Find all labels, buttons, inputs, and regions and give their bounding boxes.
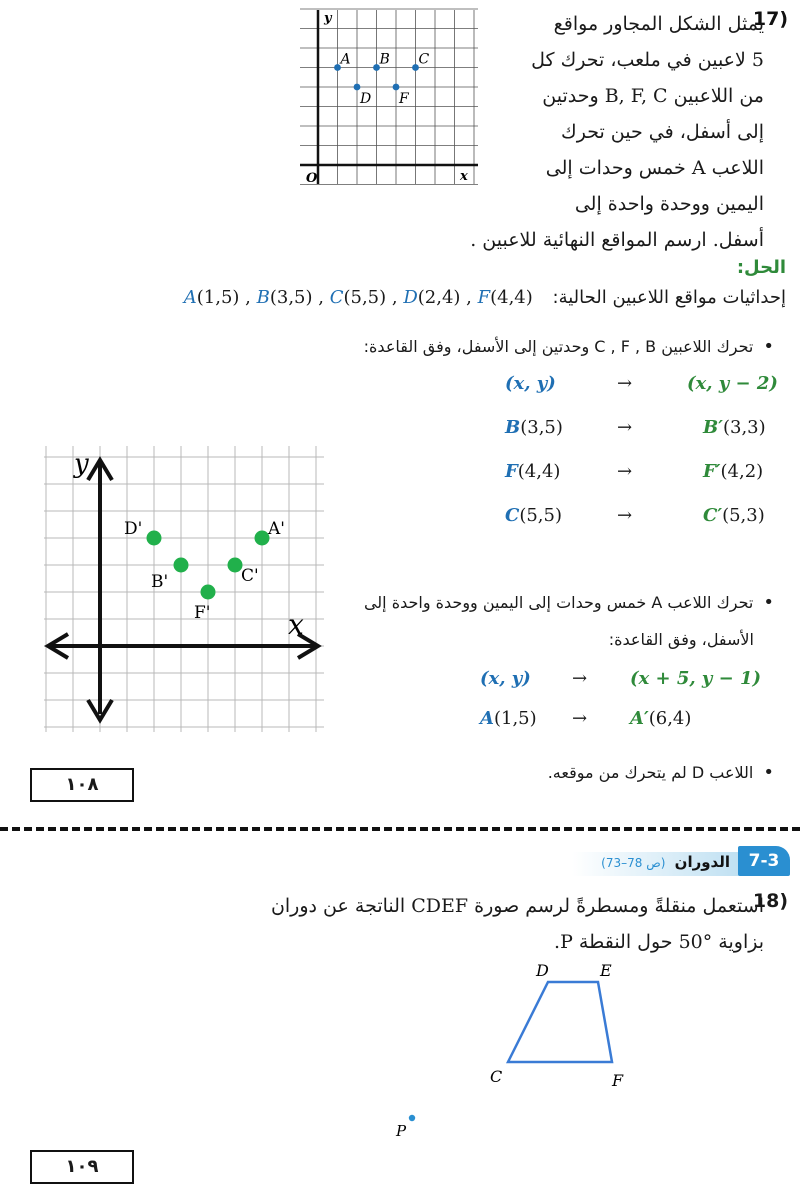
vertex-label-f: F xyxy=(612,1071,624,1090)
rule-1-table xyxy=(505,373,795,563)
rule-right: (x + 5, y − 1) xyxy=(630,668,762,689)
page-number: ١٠٨ xyxy=(30,768,134,802)
bullet-2-continued: الأسفل، وفق القاعدة: xyxy=(608,630,754,649)
point-label: C xyxy=(418,51,430,68)
lesson-title-text: الدوران xyxy=(674,853,730,871)
point-label: B xyxy=(379,51,390,68)
vertex-label-e: E xyxy=(600,961,612,980)
point-coord: (3,5) xyxy=(520,417,563,438)
point-label: F xyxy=(399,91,409,107)
point-name: A′ xyxy=(630,708,649,729)
trapezoid-figure xyxy=(470,960,650,1180)
rule-right: (x, y − 2) xyxy=(687,373,778,394)
point-coord: (4,2) xyxy=(720,461,764,482)
bullet-1: • تحرك اللاعبين C , F , B وحدتين إلى الأسفل، وفق القاعدة: xyxy=(364,336,774,357)
point-name: A xyxy=(480,708,494,729)
bullet-3: • اللاعب D لم يتحرك من موقعه. xyxy=(548,762,774,783)
point-f-prime xyxy=(201,585,216,600)
problem-17-line: أسفل. ارسم المواقع النهائية للاعبين . xyxy=(470,229,764,251)
vertex-label-d: D xyxy=(536,961,549,980)
x-axis-label: x xyxy=(288,608,304,641)
point-d-prime xyxy=(147,531,162,546)
point-coord: (4,4) xyxy=(517,461,561,482)
problem-17-grid xyxy=(300,8,480,186)
point-coord: (1,5) xyxy=(493,708,537,729)
bullet-2: • تحرك اللاعب A خمس وحدات إلى اليمين ووحدة واحدة إلى xyxy=(364,592,774,613)
problem-17-line: يمثل الشكل المجاور مواقع xyxy=(553,13,764,35)
coords-line xyxy=(184,287,786,308)
point-p-dot xyxy=(409,1115,415,1121)
problem-18-line: استعمل منقلةً ومسطرةً لرسم صورة CDEF الناتجة عن دوران xyxy=(270,895,764,917)
solution-title: الحل: xyxy=(736,257,786,278)
problem-17-line: اللاعب A خمس وحدات إلى xyxy=(545,157,764,179)
point-label: D xyxy=(360,91,372,107)
point-f xyxy=(393,84,400,91)
rule-left: (x, y) xyxy=(505,373,556,394)
point-label: D' xyxy=(124,519,143,539)
rule-arrow: → xyxy=(617,505,633,526)
problem-18-number: 18) xyxy=(752,890,788,912)
problem-17-line: من اللاعبين B, F, C وحدتين xyxy=(542,85,764,107)
problem-17-line: إلى أسفل، في حين تحرك xyxy=(561,121,764,143)
problem-17-number: 17) xyxy=(752,8,788,30)
rule-arrow: → xyxy=(572,708,588,729)
trapezoid-cdef xyxy=(508,982,612,1062)
coords-values: A(1,5) , B(3,5) , C(5,5) , D(2,4) , F(4,4) xyxy=(183,287,533,308)
y-axis-label: y xyxy=(74,449,89,479)
vertex-label-c: C xyxy=(490,1067,503,1086)
point-name: C xyxy=(505,505,520,526)
origin-label: O xyxy=(306,171,318,186)
point-label: A xyxy=(340,51,351,68)
x-axis-label: x xyxy=(460,169,468,184)
point-name: B′ xyxy=(703,417,723,438)
point-name: F xyxy=(505,461,518,482)
problem-18-text xyxy=(270,888,764,960)
point-d xyxy=(354,84,361,91)
rule-arrow: → xyxy=(617,373,633,394)
problem-17-text xyxy=(470,6,764,258)
rotation-center xyxy=(392,1112,432,1152)
point-label: A' xyxy=(268,519,285,539)
problem-17-line: 5 لاعبين في ملعب، تحرك كل xyxy=(531,49,764,71)
point-b-prime xyxy=(174,558,189,573)
lesson-pages: (ص 78–73) xyxy=(601,856,666,870)
point-name: C′ xyxy=(703,505,723,526)
rule-arrow: → xyxy=(617,461,633,482)
coords-label: إحداثيات مواقع اللاعبين الحالية: xyxy=(552,287,786,308)
point-name: F′ xyxy=(703,461,721,482)
point-name: B xyxy=(505,417,521,438)
lesson-number-badge: 7-3 xyxy=(738,846,790,876)
point-coord: (5,5) xyxy=(519,505,562,526)
point-coord: (5,3) xyxy=(722,505,765,526)
rule-2-table xyxy=(480,668,795,748)
point-label: B' xyxy=(151,572,169,592)
problem-18-line: بزاوية °50 حول النقطة P. xyxy=(554,931,764,953)
rule-arrow: → xyxy=(572,668,588,689)
rule-arrow: → xyxy=(617,417,633,438)
point-p-label: P xyxy=(396,1122,407,1140)
lesson-title xyxy=(601,853,730,871)
point-label: F' xyxy=(194,603,211,623)
y-axis-label: y xyxy=(324,11,332,26)
grid-lines xyxy=(300,9,478,185)
point-group xyxy=(124,519,285,623)
point-label: C' xyxy=(241,566,259,586)
grid-lines xyxy=(44,446,324,732)
rule-left: (x, y) xyxy=(480,668,531,689)
point-coord: (3,3) xyxy=(722,417,766,438)
point-coord: (6,4) xyxy=(648,708,692,729)
problem-17-line: اليمين ووحدة واحدة إلى xyxy=(574,193,764,215)
section-divider xyxy=(0,827,800,831)
page-number: ١٠٩ xyxy=(30,1150,134,1184)
solution-graph xyxy=(44,446,324,732)
